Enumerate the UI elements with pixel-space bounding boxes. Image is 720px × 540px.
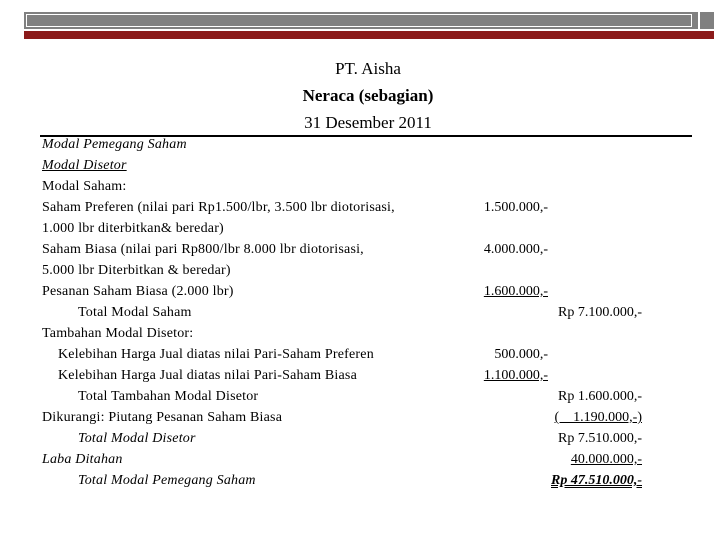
label-apic-preferred: Kelebihan Harga Jual diatas nilai Pari-Saham Preferen (58, 347, 374, 362)
section-paid-in-capital: Modal Disetor (42, 158, 127, 173)
amount-total-capital-stock: Rp 7.100.000,- (558, 305, 642, 320)
section-equity: Modal Pemegang Saham (42, 137, 187, 152)
label-additional-paid-in: Tambahan Modal Disetor: (42, 326, 194, 341)
amount-total-equity: Rp 47.510.000,- (551, 473, 642, 488)
company-name: PT. Aisha (335, 59, 401, 78)
label-apic-common: Kelebihan Harga Jual diatas nilai Pari-Saham Biasa (58, 368, 357, 383)
label-total-equity: Total Modal Pemegang Saham (78, 473, 256, 488)
label-total-capital-stock: Total Modal Saham (78, 305, 192, 320)
title-bar-inner-frame (26, 14, 692, 27)
label-retained-earnings: Laba Ditahan (42, 452, 123, 467)
amount-subscribed-stock: 1.600.000,- (483, 284, 548, 299)
amount-preferred-stock: 1.500.000,- (483, 200, 548, 215)
label-common-stock: Saham Biasa (nilai pari Rp800/lbr 8.000 lbr diotorisasi, (42, 242, 364, 257)
amount-common-stock: 4.000.000,- (483, 242, 548, 257)
amount-subscription-receivable: ( 1.190.000,-) (554, 410, 642, 425)
title-bar-decoration (24, 12, 714, 29)
accent-bar (24, 31, 714, 39)
label-common-stock-cont: 5.000 lbr Diterbitkan & beredar) (42, 263, 231, 278)
label-preferred-stock: Saham Preferen (nilai pari Rp1.500/lbr, 3.500 lbr diotorisasi, (42, 200, 395, 215)
label-subscribed-stock: Pesanan Saham Biasa (2.000 lbr) (42, 284, 234, 299)
amount-retained-earnings: 40.000.000,- (570, 452, 642, 467)
statement-date: 31 Desember 2011 (304, 113, 432, 132)
label-subscription-receivable: Dikurangi: Piutang Pesanan Saham Biasa (42, 410, 283, 425)
statement-title: Neraca (sebagian) (302, 86, 434, 105)
label-total-apic: Total Tambahan Modal Disetor (78, 389, 259, 404)
amount-apic-common: 1.100.000,- (483, 368, 548, 383)
label-preferred-stock-cont: 1.000 lbr diterbitkan& beredar) (42, 221, 224, 236)
amount-total-apic: Rp 1.600.000,- (558, 389, 642, 404)
title-bar-corner-box (698, 12, 714, 29)
amount-total-paid-in: Rp 7.510.000,- (558, 431, 642, 446)
amount-apic-preferred: 500.000,- (494, 347, 548, 362)
label-capital-stock: Modal Saham: (42, 179, 127, 194)
label-total-paid-in: Total Modal Disetor (78, 431, 196, 446)
